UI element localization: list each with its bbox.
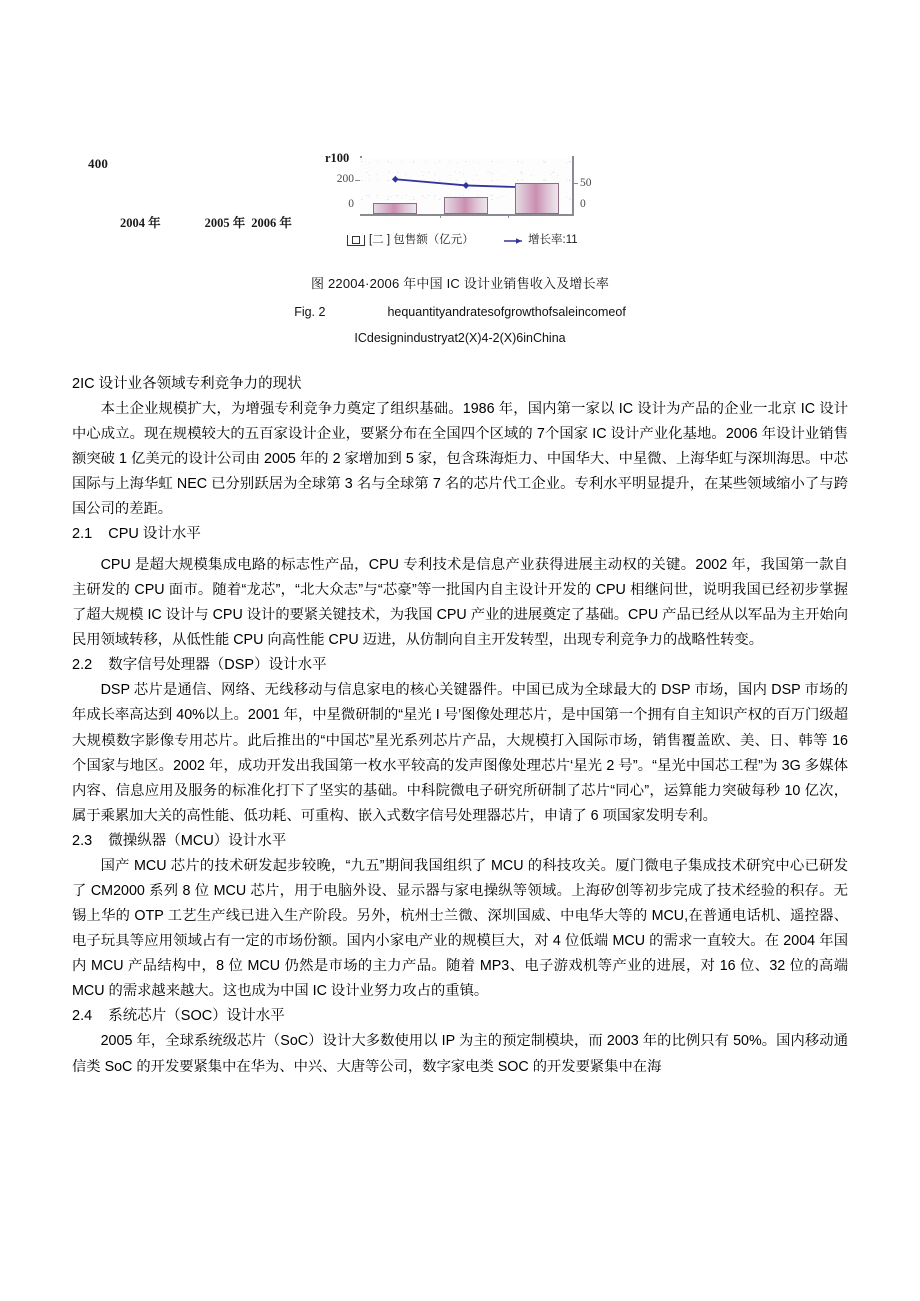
y-axis-left-tick-0: 0 <box>348 198 354 210</box>
figure-caption-cn: 图 22004·2006 年中国 IC 设计业销售收入及增长率 <box>310 276 610 291</box>
paragraph-section-2-1: CPU 是超大规模集成电路的标志性产品，CPU 专利技术是信息产业获得进展主动权的关键。2002 年，我国第一款自主研发的 CPU 面市。随着“龙芯”，“北大众志”与“芯豪”等一批国内自主设计开发的 CPU 相继问世，说明我国已经初步掌握了超大规模 IC 设计与 CPU 设计的要紧关键技术，为我国 CPU 产业的进展奠定了基础。CPU 产品已经从以军品为主开始向民用领域转移，从低性能 CPU 向高性能 CPU 迈进，从仿制向自主开发转型，出现专利竞争力的战略性转变。 <box>72 556 849 649</box>
chart-plot-area <box>360 158 572 214</box>
legend-label-sales: [二 ] 包售额（亿元） <box>369 234 474 246</box>
sales-income-growth-chart <box>322 150 612 228</box>
year-label-2004: 2004 年 <box>120 216 161 230</box>
y-axis-right-tick-50: 50 <box>580 177 592 189</box>
chart-bottom-axis-line <box>360 214 574 216</box>
year-label-2006: 2006 年 <box>251 216 292 230</box>
heading-section-2-4: 2.4 系统芯片（SOC）设计水平 <box>72 1008 285 1025</box>
heading-section-2: 2IC 设计业各领域专利竞争力的现状 <box>72 376 302 392</box>
bar-2004年 <box>373 203 417 214</box>
document-body <box>72 372 848 1080</box>
year-label-2005: 2005 年 <box>204 216 246 230</box>
line-marker-0 <box>392 176 399 183</box>
legend-item-sales <box>347 231 474 247</box>
y-axis-left-tick-200: 200 <box>336 173 354 185</box>
paragraph-section-2-3: 国产 MCU 芯片的技术研发起步较晚，“九五”期间我国组织了 MCU 的科技攻关。厦门微电子集成技术研究中心已研发了 CM2000 系列 8 位 MCU 芯片，用于电脑外设、显示器与家电操纵等领域。上海矽创等初步完成了技术经验的积存。无锡上华的 OTP 工艺生产线已进入生产阶段。另外，杭州士兰微、深圳国威、中电华大等的 MCU,在普通电话机、遥控器、电子玩具等应用领域占有一定的市场份额。国内小家电产业的规模巨大，对 4 位低端 MCU 的需求一直较大。在 2004 年国内 MCU 产品结构中，8 位 MCU 仍然是市场的主力产品。随着 MP3、电子游戏机等产业的进展，对 16 位、32 位的高端 MCU 的需求越来越大。这也成为中国 IC 设计业努力攻占的重镇。 <box>72 857 848 1000</box>
legend-label-growth: 增长率:11 <box>528 234 578 246</box>
legend-item-growth <box>504 231 578 247</box>
chart-top-axis-label: r100 <box>325 151 350 165</box>
legend-bar-swatch-icon <box>347 235 365 246</box>
paragraph-section-2-4: 2005 年，全球系统级芯片（SoC）设计大多数使用以 IP 为主的预定制模块，而 2003 年的比例只有 50%。国内移动通信类 SoC 的开发要紧集中在华为、中兴、大唐等公司，数字家电类 SOC 的开发要紧集中在海 <box>72 1033 848 1075</box>
figure-number: Fig. 2 <box>294 305 326 319</box>
bar-2005年 <box>444 197 488 214</box>
bar-2006年 <box>515 183 559 214</box>
chart-legend <box>347 231 607 251</box>
legend-line-swatch-icon <box>504 236 524 244</box>
paragraph-section-2: 本土企业规模扩大，为增强专利竞争力奠定了组织基础。1986 年，国内第一家以 IC 设计为产品的企业一北京 IC 设计中心成立。现在规模较大的五百家设计企业，要紧分布在全国四个区域的 7个国家 IC 设计产业化基地。2006 年设计业销售额突破 1 亿美元的设计公司由 2005 年的 2 家增加到 5 家，包含珠海炬力、中国华大、中星微、上海华虹与深圳海思。中芯国际与上海华虹 NEC 已分别跃居为全球第 3 名与全球第 7 名的芯片代工企业。专利水平明显提升，在某些领域缩小了与跨国公司的差距。 <box>72 400 848 517</box>
y-axis-right-tick-0: 0 <box>580 198 586 210</box>
tick-x-1 <box>440 214 441 218</box>
heading-section-2-1: 2.1 CPU 设计水平 <box>72 525 201 542</box>
chart-right-axis-line <box>572 156 574 216</box>
heading-section-2-2: 2.2 数字信号处理器（DSP）设计水平 <box>72 657 327 674</box>
stray-axis-number: 400 <box>88 156 109 171</box>
figure-caption-en-line2: ICdesignindustryat2(X)4-2(X)6inChina <box>354 331 566 345</box>
figure-year-labels <box>120 213 292 231</box>
figure-2-block <box>0 0 920 370</box>
paragraph-section-2-2: DSP 芯片是通信、网络、无线移动与信息家电的核心关键器件。中国已成为全球最大的 DSP 市场，国内 DSP 市场的年成长率高达到 40%以上。2001 年，中星微研制的“星光 I 号’图像处理芯片，是中国第一个拥有自主知识产权的百万门级超大规模数字影像专用芯片。此后推出的“中国芯”星光系列芯片产品，大规模打入国际市场，销售覆盖欧、美、日、韩等 16 个国家与地区。2002 年，成功开发出我国第一枚水平较高的发声图像处理芯片‘星光 2 号”。“星光中国芯工程”为 3G 多媒体内容、信息应用及服务的标准化打下了坚实的基础。中科院微电子研究所研制了芯片“同心”，运算能力突破每秒 10 亿次，属于乘累加大关的高性能、低功耗、可重构、嵌入式数字信号处理器芯片，申请了 6 项国家发明专利。 <box>72 682 848 824</box>
figure-caption <box>0 272 920 349</box>
figure-caption-en-row1 <box>0 301 920 323</box>
line-marker-1 <box>463 182 470 189</box>
heading-section-2-3: 2.3 微操纵器（MCU）设计水平 <box>72 832 287 849</box>
tick-right-50 <box>573 183 578 184</box>
figure-caption-en-line1: hequantityandratesofgrowthofsaleincomeof <box>387 305 626 319</box>
tick-x-2 <box>508 214 509 218</box>
